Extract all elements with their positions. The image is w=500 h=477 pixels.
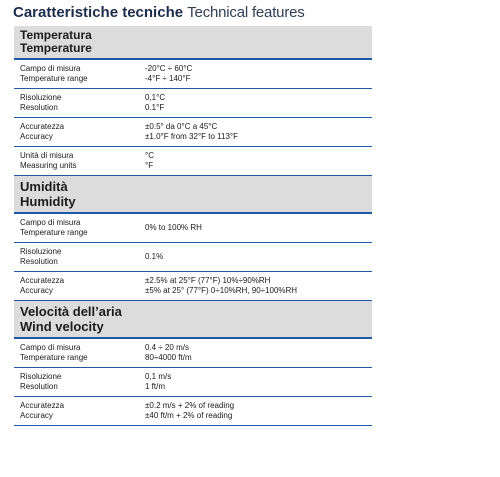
spec-row — [14, 214, 372, 243]
spec-value-line: 0.1% — [145, 252, 164, 261]
spec-value-line: ±0.2 m/s + 2% of reading — [145, 401, 235, 410]
spec-label-line: Temperature range — [20, 74, 88, 83]
page-title — [13, 4, 305, 21]
spec-row — [14, 60, 372, 89]
spec-value — [145, 252, 366, 262]
section-heading-line: Velocità dell’aria — [20, 304, 122, 319]
spec-label-line: Accuracy — [20, 411, 53, 420]
section-heading-line: Temperatura — [20, 28, 92, 42]
spec-label — [20, 401, 145, 421]
spec-value — [145, 151, 366, 171]
spec-label-line: Accuratezza — [20, 122, 65, 131]
title-italian: Caratteristiche tecniche — [13, 4, 184, 21]
spec-value — [145, 401, 366, 421]
section-heading — [14, 301, 372, 339]
section-heading-line: Umidità — [20, 179, 68, 194]
spec-label — [20, 276, 145, 296]
spec-value-line: °F — [145, 161, 154, 170]
spec-value-line: ±5% at 25° (77°F) 0÷10%RH, 90÷100%RH — [145, 286, 298, 295]
section-heading — [14, 26, 372, 60]
spec-table — [14, 26, 372, 426]
spec-label-line: Resolution — [20, 103, 58, 112]
spec-label-line: Accuratezza — [20, 276, 65, 285]
spec-value-line: °C — [145, 151, 154, 160]
spec-label-line: Campo di misura — [20, 64, 81, 73]
spec-value — [145, 223, 366, 233]
spec-value-line: 0,1°C — [145, 93, 166, 102]
spec-value-line: 80÷4000 ft/m — [145, 353, 192, 362]
spec-label-line: Risoluzione — [20, 247, 62, 256]
spec-label-line: Campo di misura — [20, 218, 81, 227]
spec-label-line: Resolution — [20, 382, 58, 391]
section-heading — [14, 176, 372, 214]
spec-value-line: 0.1°F — [145, 103, 165, 112]
spec-row — [14, 272, 372, 301]
spec-label-line: Temperature range — [20, 228, 88, 237]
spec-label — [20, 372, 145, 392]
spec-value-line: ±40 ft/m + 2% of reading — [145, 411, 233, 420]
spec-label — [20, 247, 145, 267]
spec-value — [145, 122, 366, 142]
spec-label-line: Accuratezza — [20, 401, 65, 410]
spec-label-line: Temperature range — [20, 353, 88, 362]
spec-label-line: Unità di misura — [20, 151, 74, 160]
section-heading-line: Humidity — [20, 194, 76, 209]
spec-row — [14, 368, 372, 397]
spec-value-line: ±0.5° da 0°C a 45°C — [145, 122, 218, 131]
spec-value-line: 0,1 m/s — [145, 372, 172, 381]
spec-label-line: Risoluzione — [20, 93, 62, 102]
section-heading-line: Temperature — [20, 41, 92, 55]
spec-label — [20, 218, 145, 238]
spec-value — [145, 343, 366, 363]
spec-row — [14, 397, 372, 426]
spec-label-line: Campo di misura — [20, 343, 81, 352]
spec-label-line: Measuring units — [20, 161, 77, 170]
spec-value-line: 0.4 ÷ 20 m/s — [145, 343, 189, 352]
spec-label — [20, 151, 145, 171]
spec-label — [20, 64, 145, 84]
spec-row — [14, 118, 372, 147]
spec-value — [145, 64, 366, 84]
spec-value — [145, 276, 366, 296]
spec-value-line: 1 ft/m — [145, 382, 166, 391]
spec-row — [14, 339, 372, 368]
title-english: Technical features — [187, 4, 305, 21]
spec-row — [14, 89, 372, 118]
spec-value-line: ±1.0°F from 32°F to 113°F — [145, 132, 238, 141]
spec-row — [14, 147, 372, 176]
spec-value — [145, 372, 366, 392]
spec-value-line: 0% to 100% RH — [145, 223, 202, 232]
spec-label — [20, 343, 145, 363]
spec-label-line: Resolution — [20, 257, 58, 266]
spec-label-line: Risoluzione — [20, 372, 62, 381]
spec-value-line: ±2.5% at 25°F (77°F) 10%÷90%RH — [145, 276, 271, 285]
spec-label-line: Accuracy — [20, 132, 53, 141]
spec-label — [20, 122, 145, 142]
section-heading-line: Wind velocity — [20, 319, 104, 334]
spec-label-line: Accuracy — [20, 286, 53, 295]
spec-value — [145, 93, 366, 113]
spec-value-line: -4°F ÷ 140°F — [145, 74, 191, 83]
spec-row — [14, 243, 372, 272]
spec-value-line: -20°C ÷ 60°C — [145, 64, 193, 73]
spec-label — [20, 93, 145, 113]
